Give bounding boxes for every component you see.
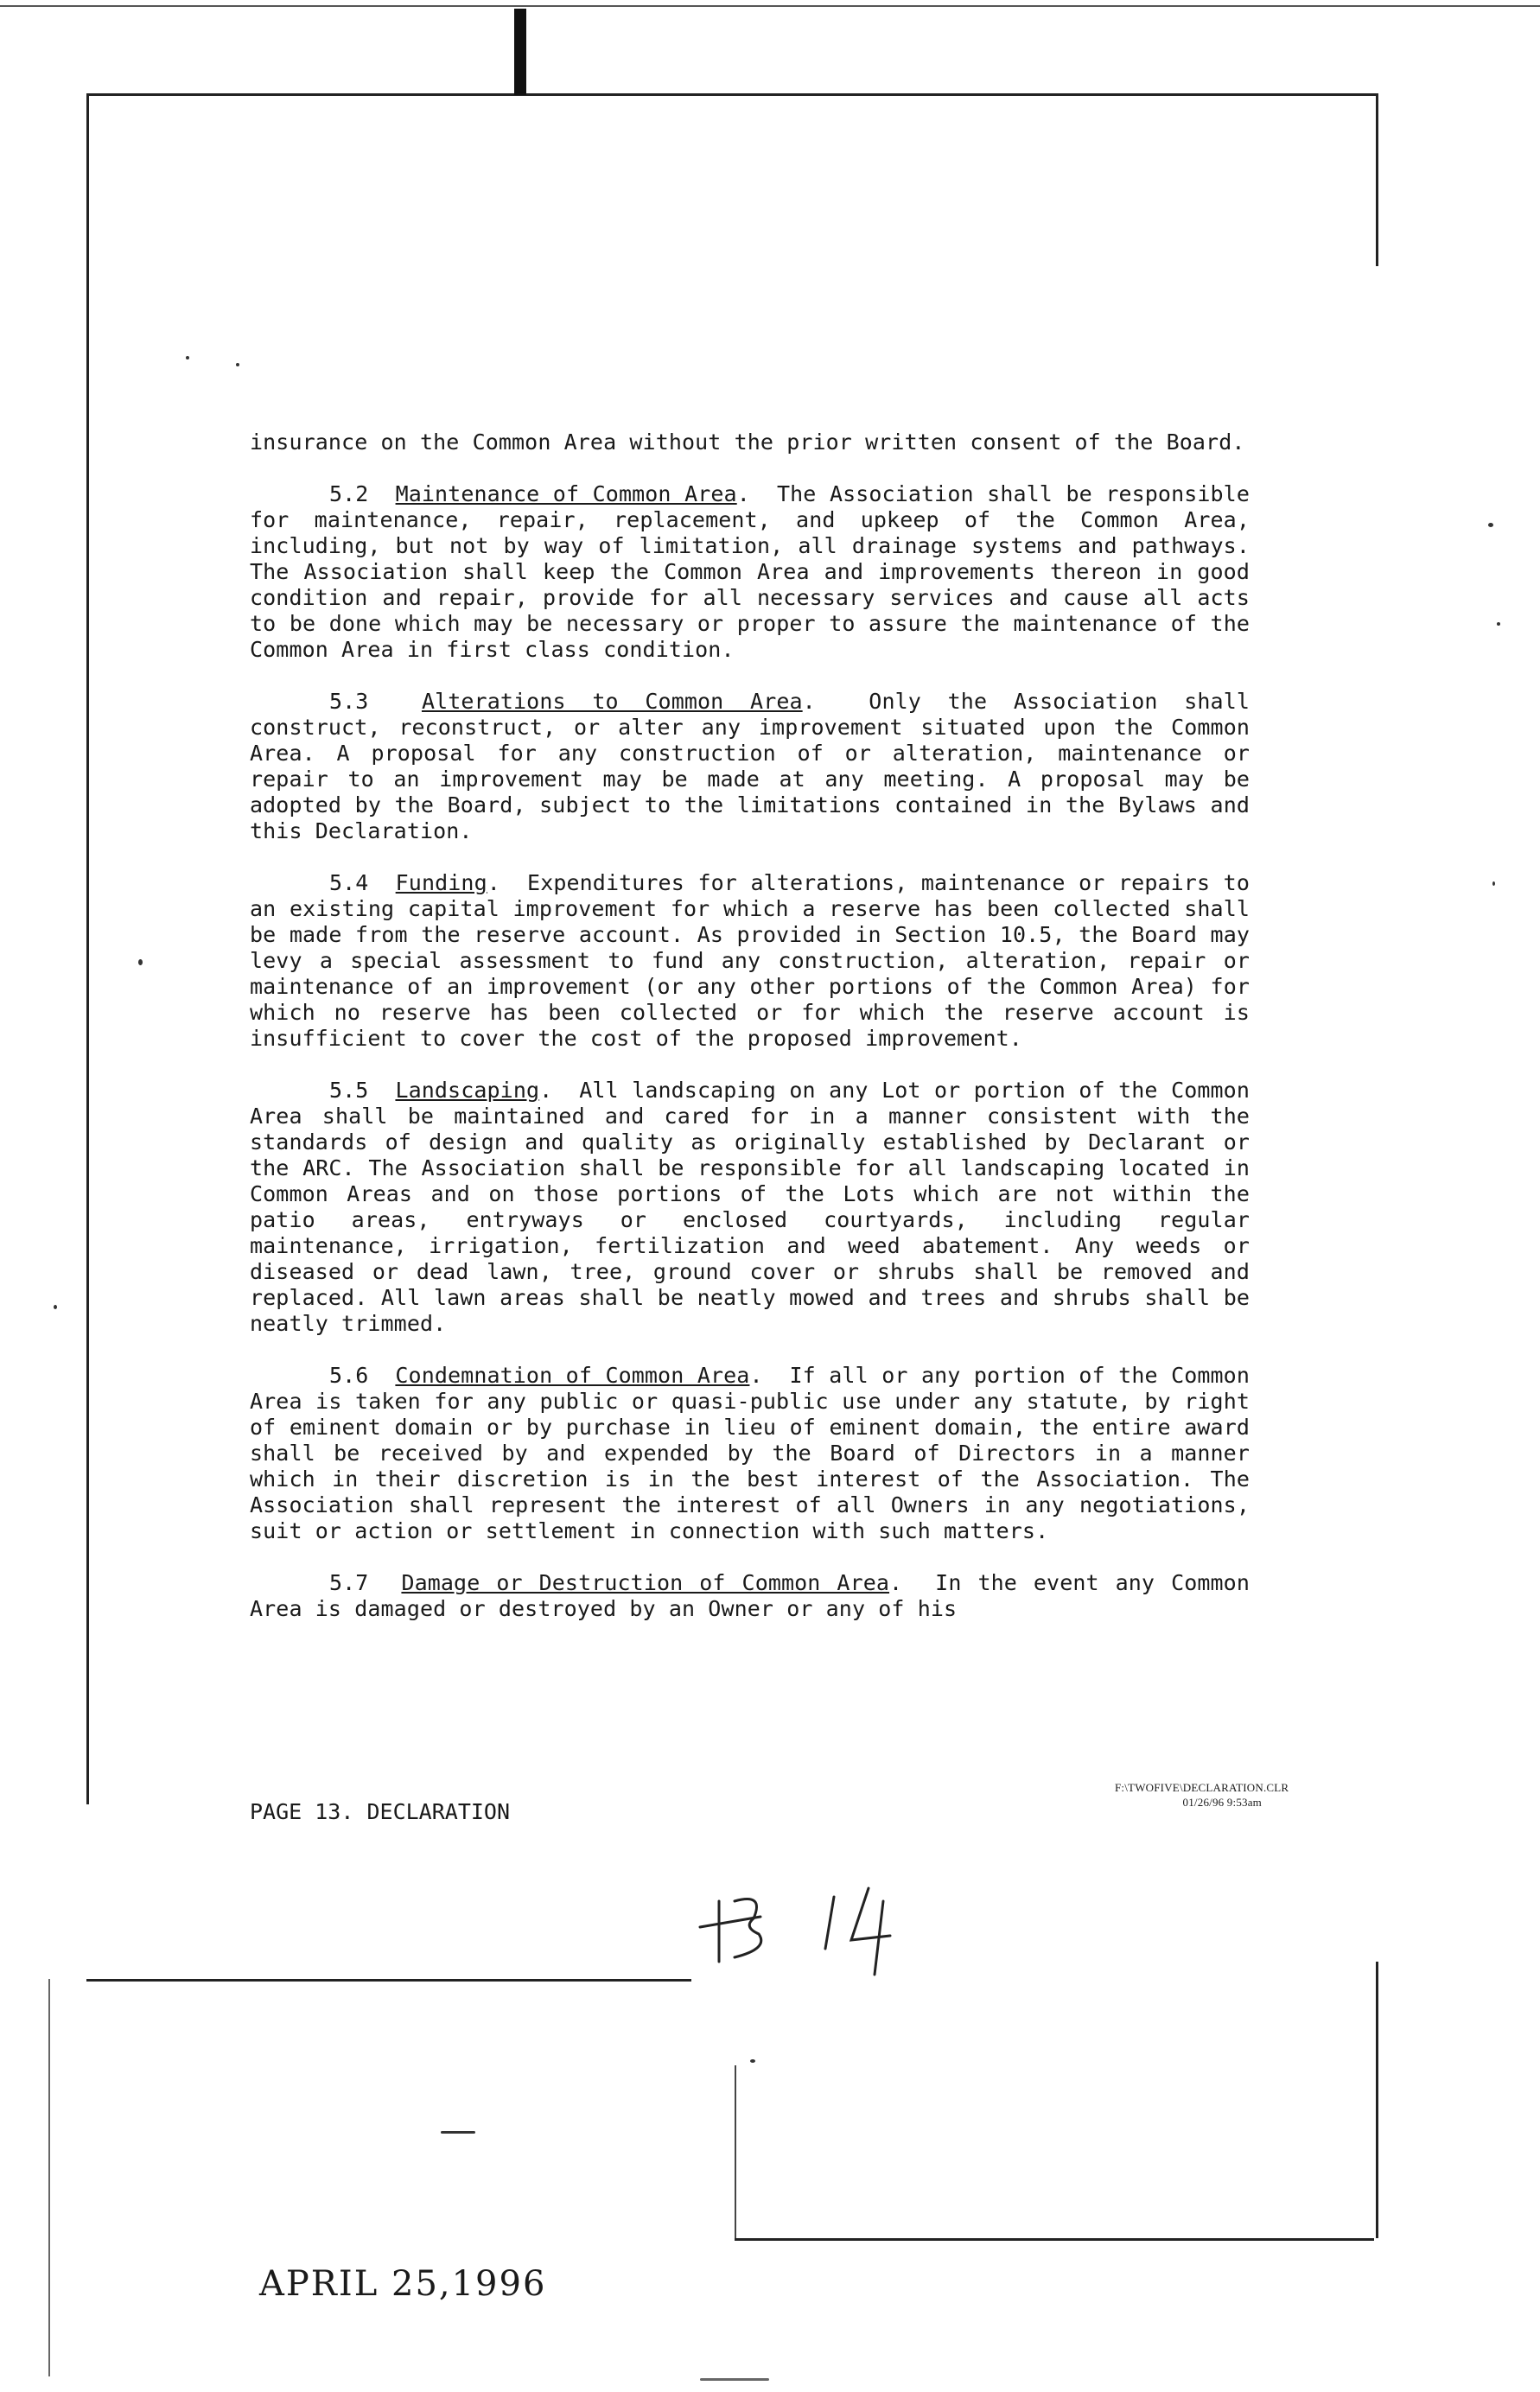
top-scan-mark (514, 9, 526, 95)
section-heading: Funding (395, 870, 487, 895)
scan-speck (750, 2059, 755, 2063)
scan-speck (700, 2378, 769, 2381)
section-number: 5.4 (329, 870, 369, 895)
section-number: 5.7 (329, 1570, 369, 1595)
page-footer-label: PAGE 13. DECLARATION (250, 1799, 511, 1824)
section-heading: Alterations to Common Area (421, 689, 803, 714)
section-text: Expenditures for alterations, maintenance or repairs to an existing capital improvement for which a reserve has been collected shall be made from the reserve account. As provided in Section 10.5, the Board may levy a special assessment to fund any construction, alteration, repair or maintenance of an improvement (or any other portions of the Common Area) for which no reserve has been collected or for which the reserve account is insufficient to cover the cost of the proposed improvement. (250, 870, 1250, 1051)
left-scan-edge (48, 1979, 50, 2376)
scan-speck (1488, 523, 1493, 527)
lower-box-right (1376, 1962, 1378, 2238)
section-5-7: 5.7 Damage or Destruction of Common Area. In the event any Common Area is damaged or destroyed by an Owner or any of his (250, 1570, 1250, 1621)
mid-border-line (86, 1979, 691, 1982)
scan-speck (1492, 881, 1495, 886)
section-5-2: 5.2 Maintenance of Common Area. The Association shall be responsible for maintenance, repair, replacement, and upkeep of the Common Area, including, but not by way of limitation, all drainage systems and pathways. The Association shall keep the Common Area and improvements thereon in good condition and repair, provide for all necessary services and cause all acts to be done which may be necessary or proper to assure the maintenance of the Common Area in first class condition. (250, 481, 1250, 662)
section-5-3: 5.3 Alterations to Common Area. Only the Association shall construct, reconstruct, or alter any improvement situated upon the Common Area. A proposal for any construction of or alteration, maintenance or repair to an improvement may be made at any meeting. A proposal may be adopted by the Board, subject to the limitations contained in the Bylaws and this Declaration. (250, 689, 1250, 843)
scan-speck (138, 959, 143, 965)
section-5-4: 5.4 Funding. Expenditures for alterations, maintenance or repairs to an existing capital improvement for which a reserve has been collected shall be made from the reserve account. As provided in Section 10.5, the Board may levy a special assessment to fund any construction, alteration, repair or maintenance of an improvement (or any other portions of the Common Area) for which no reserve has been collected or for which the reserve account is insufficient to cover the cost of the proposed improvement. (250, 870, 1250, 1051)
scan-speck (186, 356, 189, 359)
scan-speck (54, 1305, 57, 1309)
paragraph-continuation: insurance on the Common Area without the prior written consent of the Board. (250, 429, 1245, 455)
section-heading: Condemnation of Common Area (395, 1363, 750, 1388)
section-heading: Maintenance of Common Area (395, 481, 737, 506)
section-number: 5.6 (329, 1363, 369, 1388)
section-text: All landscaping on any Lot or portion of the Common Area shall be maintained and cared for in a manner consistent with the standards of design and quality as originally established by Declarant or the ARC. The Association shall be responsible for all landscaping located in Common Areas and on those portions of the Lots which are not within the patio areas, entryways or enclosed courtyards, including regular maintenance, irrigation, fertilization and weed abatement. Any weeds or diseased or dead lawn, tree, ground cover or shrubs shall be removed and replaced. All lawn areas shall be neatly mowed and trees and shrubs shall be neatly trimmed. (250, 1078, 1250, 1336)
scan-speck (441, 2131, 475, 2134)
section-text: Only the Association shall construct, reconstruct, or alter any improvement situated upon the Common Area. A proposal for any construction of or alteration, maintenance or repair to an improvement may be made at any meeting. A proposal may be adopted by the Board, subject to the limitations contained in the Bylaws and this Declaration. (250, 689, 1250, 843)
date-stamp: APRIL 25,1996 (259, 2264, 547, 2304)
section-text: In the event any Common Area is damaged or destroyed by an Owner or any of his (250, 1570, 1250, 1621)
file-path: F:\TWOFIVE\DECLARATION.CLR (1115, 1781, 1289, 1794)
scan-speck (236, 363, 239, 366)
section-heading: Damage or Destruction of Common Area (401, 1570, 890, 1595)
handwritten-page-number (683, 1867, 942, 1988)
top-border-line (86, 93, 1378, 96)
section-number: 5.3 (329, 689, 369, 714)
left-border-line (86, 93, 89, 1804)
lower-box-left (735, 2065, 736, 2238)
scan-speck (1497, 622, 1500, 626)
file-date: 01/26/96 9:53am (1182, 1796, 1262, 1809)
right-border-line (1376, 93, 1378, 266)
section-5-5: 5.5 Landscaping. All landscaping on any Lot or portion of the Common Area shall be maintained and cared for in a manner consistent with the standards of design and quality as originally established by Declarant or the ARC. The Association shall be responsible for all landscaping located in Common Areas and on those portions of the Lots which are not within the patio areas, entryways or enclosed courtyards, including regular maintenance, irrigation, fertilization and weed abatement. Any weeds or diseased or dead lawn, tree, ground cover or shrubs shall be removed and replaced. All lawn areas shall be neatly mowed and trees and shrubs shall be neatly trimmed. (250, 1078, 1250, 1336)
top-scan-edge (0, 5, 1540, 7)
section-heading: Landscaping (395, 1078, 540, 1103)
section-text: The Association shall be responsible for maintenance, repair, replacement, and upkeep of the Common Area, including, but not by way of limitation, all drainage systems and pathways. The Association shall keep the Common Area and improvements thereon in good condition and repair, provide for all necessary services and cause all acts to be done which may be necessary or proper to assure the maintenance of the Common Area in first class condition. (250, 481, 1250, 662)
lower-box-bottom (735, 2238, 1374, 2241)
section-number: 5.5 (329, 1078, 369, 1103)
section-number: 5.2 (329, 481, 369, 506)
body-text (250, 429, 1250, 1648)
file-stamp (1115, 1780, 1289, 1810)
section-5-6: 5.6 Condemnation of Common Area. If all or any portion of the Common Area is taken for any public or quasi-public use under any statute, by right of eminent domain or by purchase in lieu of eminent domain, the entire award shall be received by and expended by the Board of Directors in a manner which in their discretion is in the best interest of the Association. The Association shall represent the interest of all Owners in any negotiations, suit or action or settlement in connection with such matters. (250, 1363, 1250, 1543)
section-text: If all or any portion of the Common Area is taken for any public or quasi-public use under any statute, by right of eminent domain or by purchase in lieu of eminent domain, the entire award shall be received by and expended by the Board of Directors in a manner which in their discretion is in the best interest of the Association. The Association shall represent the interest of all Owners in any negotiations, suit or action or settlement in connection with such matters. (250, 1363, 1250, 1543)
